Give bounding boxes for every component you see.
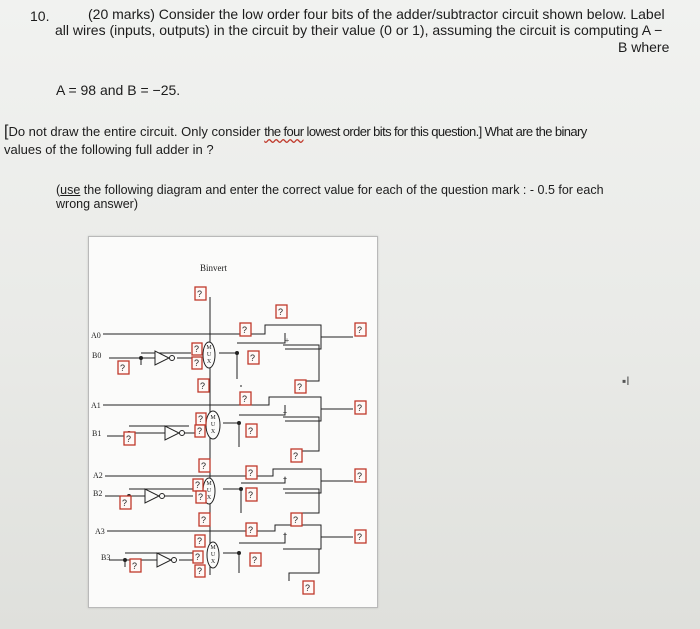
svg-text:?: ? (195, 552, 201, 562)
mux0-u: U (206, 352, 212, 358)
qbox-s1-bin[interactable] (124, 432, 135, 445)
input-b3: B3 (101, 553, 111, 562)
svg-text:?: ? (194, 344, 200, 354)
qbox-s3-bin[interactable] (130, 559, 141, 572)
svg-text:?: ? (252, 555, 258, 565)
svg-text:?: ? (197, 536, 203, 546)
qbox-s3-mux-sel[interactable] (195, 565, 205, 577)
mux2-m: M (206, 481, 212, 487)
mux3-u: U (210, 552, 216, 558)
mux3-m: M (210, 545, 216, 551)
qbox-s3-b[interactable] (250, 553, 261, 566)
question-line-3: B where (618, 39, 670, 55)
qbox-s2-carry[interactable] (199, 513, 210, 526)
svg-text:?: ? (248, 525, 254, 535)
input-a2: A2 (93, 471, 103, 480)
svg-text:?: ? (305, 583, 311, 593)
circuit-svg (89, 237, 377, 607)
svg-text:?: ? (198, 414, 204, 424)
svg-text:?: ? (201, 461, 207, 471)
input-b2: B2 (93, 489, 103, 498)
mux3-x: X (210, 559, 216, 565)
usage-line-2: wrong answer) (56, 197, 138, 211)
text-cursor-icon: ▪︎I (622, 374, 630, 388)
svg-text:?: ? (195, 480, 201, 490)
svg-text:?: ? (357, 532, 363, 542)
svg-text:?: ? (242, 394, 248, 404)
qbox-s3-out[interactable] (355, 530, 366, 543)
adder2-plus: + (282, 474, 288, 483)
svg-text:?: ? (293, 515, 299, 525)
svg-text:?: ? (197, 426, 203, 436)
mux1-x: X (210, 429, 216, 435)
svg-text:?: ? (126, 434, 132, 444)
svg-text:?: ? (248, 426, 254, 436)
instruction-part-1: Do not draw the entire circuit. Only consider (8, 124, 265, 139)
usage-line-1 (56, 183, 604, 197)
qbox-s0-b[interactable] (248, 351, 259, 364)
input-a3: A3 (95, 527, 105, 536)
qbox-s3-mux-in1[interactable] (195, 535, 205, 547)
qbox-s1-cin[interactable] (295, 380, 306, 393)
svg-text:?: ? (357, 325, 363, 335)
qbox-s3-mux-in2[interactable] (193, 551, 203, 563)
operand-values: A = 98 and B = −25. (56, 82, 181, 98)
qbox-s2-mux-in2[interactable] (196, 491, 206, 503)
instruction-line-2: values of the following full adder in ? (4, 142, 214, 157)
qbox-binvert[interactable] (195, 287, 206, 300)
input-a1: A1 (91, 401, 101, 410)
mux1-u: U (210, 422, 216, 428)
svg-text:?: ? (197, 566, 203, 576)
mux0-m: M (206, 345, 212, 351)
circuit-diagram (88, 236, 378, 608)
adder1-plus: + (282, 408, 288, 417)
instruction-part-3: lowest order bits for this question.] What are the binary (303, 124, 587, 139)
svg-text:?: ? (293, 451, 299, 461)
qbox-carry-out[interactable] (303, 581, 314, 594)
qbox-s2-cin[interactable] (291, 449, 302, 462)
usage-open-paren: ( (56, 183, 61, 197)
qbox-s2-out[interactable] (355, 469, 366, 482)
usage-part-1: the following diagram and enter the correct value for each of the question mark : - 0.5 for each (80, 183, 604, 197)
qbox-s2-b[interactable] (246, 488, 257, 501)
qbox-s0-top[interactable] (276, 305, 287, 318)
svg-text:?: ? (197, 289, 203, 299)
svg-text:?: ? (248, 468, 254, 478)
input-b0: B0 (92, 351, 102, 360)
input-b1: B1 (92, 429, 102, 438)
svg-text:?: ? (132, 561, 138, 571)
question-number: 10. (30, 8, 50, 24)
qbox-s1-b[interactable] (246, 424, 257, 437)
question-line-1: (20 marks) Consider the low order four bits of the adder/subtractor circuit shown below. Label (88, 6, 665, 22)
svg-text:?: ? (198, 492, 204, 502)
adder0-plus: + (284, 336, 290, 345)
svg-text:?: ? (297, 382, 303, 392)
qbox-s3-cin[interactable] (291, 513, 302, 526)
binvert-label: Binvert (200, 263, 227, 273)
svg-text:?: ? (120, 363, 126, 373)
svg-text:?: ? (242, 325, 248, 335)
input-a0: A0 (91, 331, 101, 340)
svg-text:?: ? (248, 490, 254, 500)
svg-text:?: ? (194, 358, 200, 368)
instruction-line-1 (4, 123, 587, 141)
qbox-s3-a[interactable] (246, 523, 257, 536)
qbox-s1-mux-in2[interactable] (195, 425, 205, 437)
svg-text:?: ? (357, 403, 363, 413)
qbox-s0-carry[interactable] (198, 379, 209, 392)
qbox-s2-mux-in1[interactable] (193, 479, 203, 491)
qbox-s1-carry[interactable] (199, 459, 210, 472)
qbox-s0-a[interactable] (240, 323, 251, 336)
qbox-s1-a[interactable] (240, 392, 251, 405)
qbox-s0-bin[interactable] (118, 361, 129, 374)
mux0-x: X (206, 359, 212, 365)
qbox-s1-mux-in1[interactable] (196, 413, 206, 425)
instruction-part-2: the four (264, 124, 304, 139)
usage-word: use (60, 183, 81, 197)
qbox-s0-mux-in2[interactable] (192, 357, 202, 369)
mux2-u: U (206, 488, 212, 494)
adder3-plus: + (282, 530, 288, 539)
qbox-s2-a[interactable] (246, 466, 257, 479)
svg-text:?: ? (122, 498, 128, 508)
svg-text:?: ? (200, 381, 206, 391)
svg-text:?: ? (278, 307, 284, 317)
mux2-x: X (206, 495, 212, 501)
svg-text:?: ? (357, 471, 363, 481)
svg-text:?: ? (250, 353, 256, 363)
qbox-s2-bin[interactable] (120, 496, 131, 509)
mux1-m: M (210, 415, 216, 421)
qbox-s0-mux-in1[interactable] (192, 343, 202, 355)
question-line-2: all wires (inputs, outputs) in the circuit by their value (0 or 1), assuming the circuit is computing A − (55, 22, 663, 38)
svg-text:?: ? (201, 515, 207, 525)
qbox-s0-out[interactable] (355, 323, 366, 336)
instruction-bracket: [ (4, 123, 9, 140)
qbox-s1-out[interactable] (355, 401, 366, 414)
